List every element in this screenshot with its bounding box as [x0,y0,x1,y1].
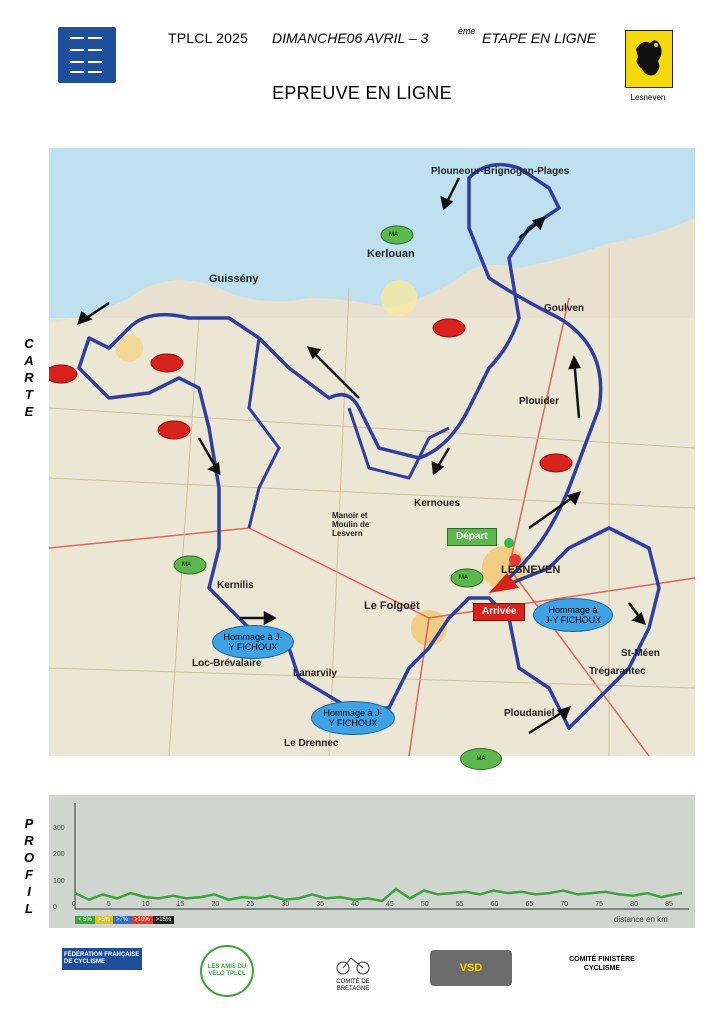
place-name: Loc-Brévalaire [192,658,262,669]
finish-label[interactable]: Arrivée [473,603,525,621]
x-axis-label: distance en km [614,915,668,924]
side-letter: L [25,901,33,916]
side-letter: T [25,387,33,402]
x-tick-label: 80 [630,901,638,908]
x-tick-label: 50 [420,901,429,908]
amis-velo-logo [200,945,254,997]
y-tick-label: 200 [53,851,65,858]
logo-text: LES AMIS DU VÉLO TPLCL [207,964,247,977]
side-letter: A [24,353,34,368]
tribute-callout: Hommage à J-Y FICHOUX [212,625,294,659]
comite-bretagne-logo [326,952,380,993]
y-tick-label: 300 [53,824,65,832]
x-tick-label: 0 [72,901,76,908]
place-name: LESNEVEN [501,564,561,576]
header-title: TPLCL 2025 [168,30,249,46]
side-letter: I [27,884,31,899]
x-tick-label: 55 [455,901,464,908]
x-tick-label: 5 [106,901,111,908]
place-name: Le Folgoët [364,600,420,612]
start-label[interactable]: Départ [447,528,497,546]
place-name: Ploudaniel [504,708,555,719]
crest-city-label: Lesneven [630,93,666,102]
logo-text: COMITÉ FINISTÈRE CYCLISME [569,956,635,972]
place-name: Lanarvily [293,668,337,679]
x-tick-label: 70 [560,901,569,908]
logo-text: VSD [459,962,483,974]
place-name: Trégarantec [589,666,646,677]
side-letter: R [24,833,34,848]
map-background [49,148,695,756]
header-superscript: ème [458,26,476,36]
place-name: Kerlouan [367,248,415,260]
place-name: Kernoues [414,498,461,509]
place-name: Plouider [519,396,560,407]
race-type-title: EPREUVE EN LIGNE [272,83,452,103]
vsd-logo [430,950,512,986]
cyclist-icon [333,952,373,976]
tplcl-logo [58,27,116,83]
side-letter: E [24,404,34,419]
x-tick-label: 35 [316,901,324,908]
side-label-profil [22,815,36,917]
lesneven-crest-icon [625,30,673,88]
place-name: Goulven [544,303,585,314]
tribute-callout: Hommage à J-Y FICHOUX [311,701,395,735]
x-tick-label: 30 [281,901,290,908]
legend-swatch: >5% [95,916,113,924]
ma-tag: MA [182,562,191,568]
side-letter: P [24,816,34,831]
y-tick-label: 100 [53,877,65,885]
place-name: Kernilis [217,580,254,591]
x-tick-label: 75 [595,901,604,908]
ma-tag: MA [389,232,398,238]
gradient-legend [75,916,174,924]
comite-finistere-logo [567,955,637,973]
x-tick-label: 45 [385,901,394,908]
legend-swatch: >15% [153,916,175,924]
profile-chart [49,795,695,928]
place-name: Guissény [209,273,259,285]
x-tick-label: 20 [211,901,220,908]
x-tick-label: 60 [490,901,499,908]
header-date: DIMANCHE06 AVRIL – 3 [272,30,429,46]
x-tick-label: 65 [525,901,534,908]
x-tick-label: 10 [141,901,150,908]
x-tick-label: 40 [351,901,359,908]
x-tick-label: 85 [665,901,673,908]
ma-tag: MA [460,748,502,770]
side-label-carte [22,335,36,420]
place-name: Le Drennec [284,738,339,749]
side-letter: F [25,867,33,882]
ffc-logo [62,948,142,970]
logo-text: COMITÉ DE BRETAGNE [336,979,370,992]
place-name: St-Méen [621,648,660,659]
legend-swatch: < 5% [75,916,95,924]
side-letter: R [24,370,34,385]
place-name: Plouneour-Brignogan-Plages [431,166,570,177]
tribute-callout: Hommage à J-Y FICHOUX [533,598,613,632]
legend-swatch: >7% [113,916,131,924]
place-name: Manoir et Moulin de Lesvern [332,511,370,538]
elevation-profile [49,795,695,928]
route-map[interactable] [49,148,695,756]
side-letter: O [23,850,35,865]
ma-tag: MA [459,575,468,581]
elevation-line [75,889,682,901]
logo-text: FÉDÉRATION FRANÇAISE DE CYCLISME [62,948,142,970]
x-tick-label: 15 [176,901,185,908]
y-tick-label: 0 [53,904,57,911]
header-stage: ETAPE EN LIGNE [482,30,597,46]
x-tick-label: 25 [246,901,255,908]
side-letter: C [24,336,34,351]
legend-swatch: >10% [131,916,153,924]
